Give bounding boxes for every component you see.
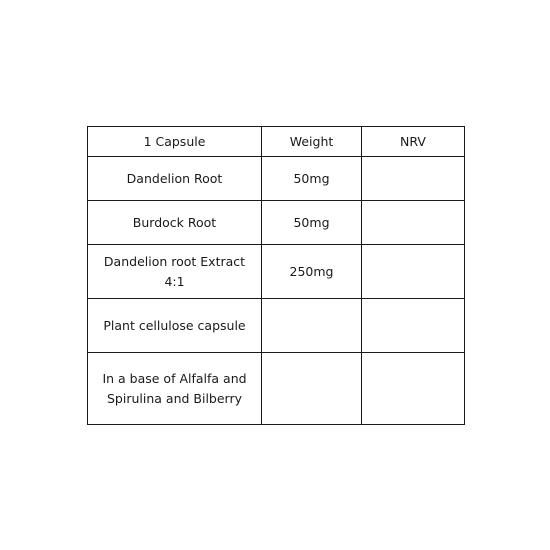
ingredients-table [87, 126, 465, 425]
weight-cell [262, 299, 362, 353]
nrv-cell [362, 353, 465, 425]
table-row [88, 353, 465, 425]
ingredient-cell: Dandelion root Extract 4:1 [88, 245, 262, 299]
weight-cell: 50mg [262, 201, 362, 245]
ingredient-cell: Dandelion Root [88, 157, 262, 201]
weight-cell [262, 353, 362, 425]
ingredient-cell: In a base of Alfalfa and Spirulina and Bilberry [88, 353, 262, 425]
header-weight: Weight [262, 127, 362, 157]
nrv-cell [362, 157, 465, 201]
table-row [88, 201, 465, 245]
nrv-cell [362, 201, 465, 245]
header-capsule: 1 Capsule [88, 127, 262, 157]
nrv-cell [362, 245, 465, 299]
table-row [88, 299, 465, 353]
table-header-row [88, 127, 465, 157]
weight-cell: 250mg [262, 245, 362, 299]
table-row [88, 245, 465, 299]
nrv-cell [362, 299, 465, 353]
header-nrv: NRV [362, 127, 465, 157]
ingredient-cell: Burdock Root [88, 201, 262, 245]
table-row [88, 157, 465, 201]
weight-cell: 50mg [262, 157, 362, 201]
ingredient-cell: Plant cellulose capsule [88, 299, 262, 353]
